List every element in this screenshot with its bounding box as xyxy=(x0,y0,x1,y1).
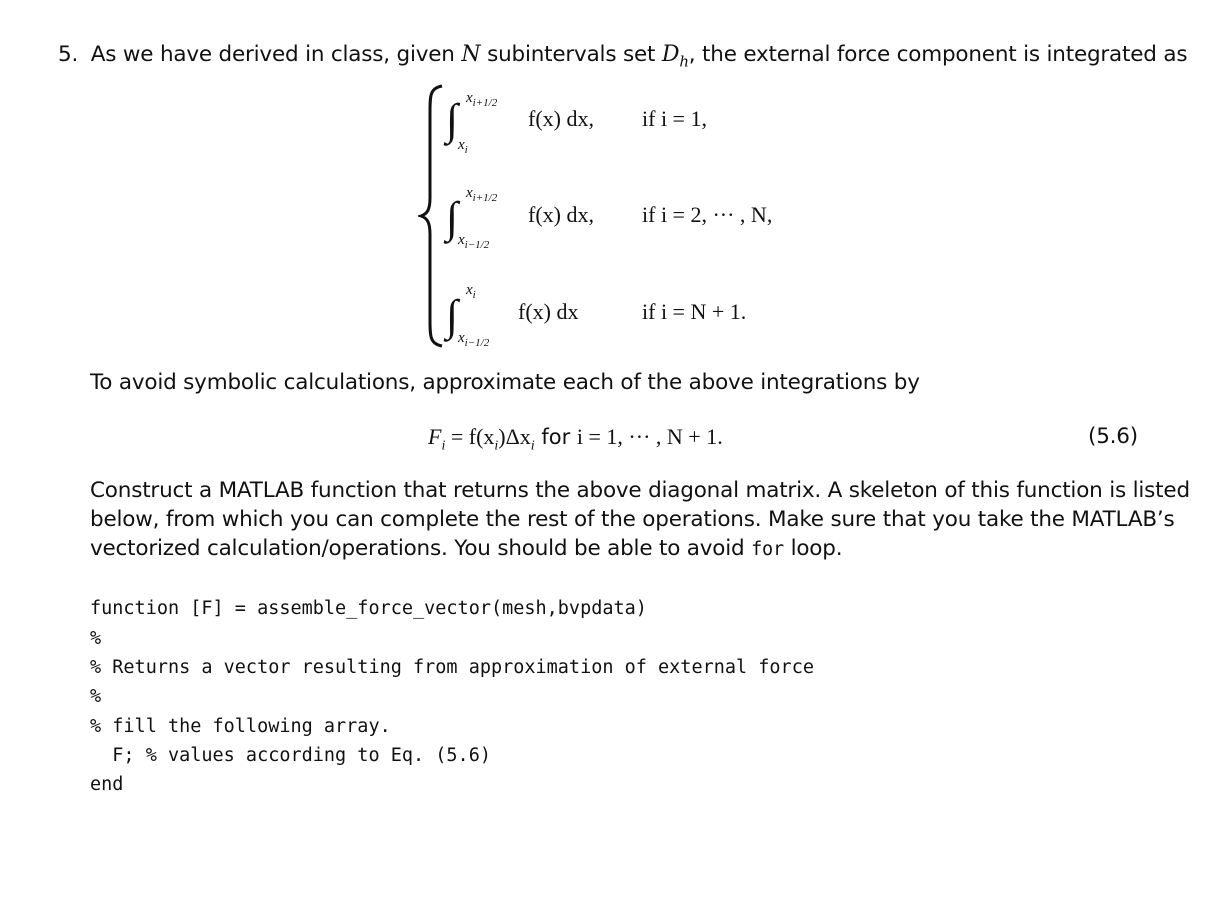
lower-limit: $x_{i-1/2}$ xyxy=(458,232,490,251)
paragraph-line-2: below, from which you can complete the rest of the operations. Make sure that you take the MATLAB’s xyxy=(90,507,1175,532)
code-line: % xyxy=(90,686,102,707)
lower-limit: $x_{i-1/2}$ xyxy=(458,330,490,349)
condition: if i = 1, xyxy=(642,106,707,131)
intro-h: h xyxy=(679,52,689,71)
code-line: % xyxy=(90,628,102,649)
upper-limit: $x_i$ xyxy=(466,282,476,301)
approx-sentence: To avoid symbolic calculations, approximate each of the above integrations by xyxy=(90,370,920,395)
equation-5-6: $F_i = f(x_i)\Delta x_i$ for i = 1, ··· , N + 1. xyxy=(428,424,723,454)
condition: if i = N + 1. xyxy=(642,299,747,324)
condition: if i = 2, ··· , N, xyxy=(642,202,773,227)
intro-mid: subintervals set xyxy=(480,42,662,67)
code-line: end xyxy=(90,774,124,795)
integrand: f(x) dx xyxy=(518,299,579,324)
integrand: f(x) dx, xyxy=(528,106,594,131)
equation-number: (5.6) xyxy=(1088,424,1138,449)
intro-D: D xyxy=(661,42,680,67)
integral-sign-icon: ∫ xyxy=(446,95,459,144)
upper-limit: $x_{i+1/2}$ xyxy=(466,185,498,204)
intro-post: , the external force component is integrated as xyxy=(688,42,1188,67)
integral-sign-icon: ∫ xyxy=(446,193,459,242)
integral-sign-icon: ∫ xyxy=(446,291,459,340)
paragraph-line-3: vectorized calculation/operations. You should be able to avoid for loop. xyxy=(90,536,843,561)
left-brace xyxy=(418,82,448,350)
upper-limit: $x_{i+1/2}$ xyxy=(466,90,498,109)
lower-limit: $x_i$ xyxy=(458,137,468,156)
code-line: function [F] = assemble_force_vector(mesh,bvpdata) xyxy=(90,598,647,619)
intro-N: N xyxy=(461,42,481,67)
code-line: % Returns a vector resulting from approximation of external force xyxy=(90,657,814,678)
paragraph-line-1: Construct a MATLAB function that returns the above diagonal matrix. A skeleton of this function is listed xyxy=(90,478,1190,503)
problem-number: 5. xyxy=(58,42,79,67)
problem-statement xyxy=(58,42,1187,70)
integrand: f(x) dx, xyxy=(528,202,594,227)
code-line: F; % values according to Eq. (5.6) xyxy=(90,745,491,766)
code-line: % fill the following array. xyxy=(90,716,391,737)
inline-code-for: for xyxy=(751,539,784,560)
intro-pre: As we have derived in class, given xyxy=(90,42,462,67)
